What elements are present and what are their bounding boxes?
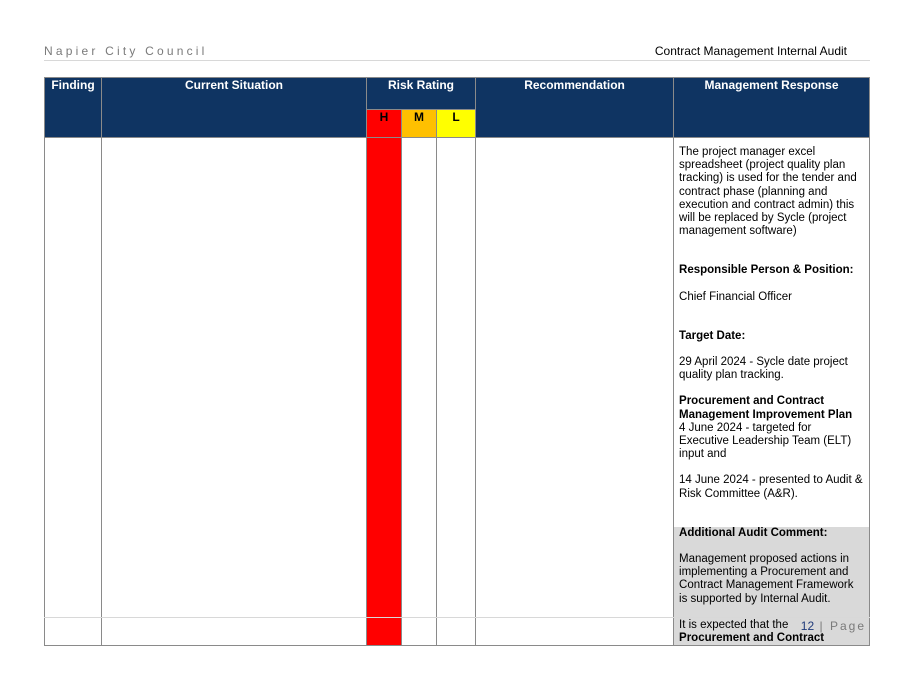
column-header-risk-rating: Risk Rating	[367, 78, 476, 110]
column-header-recommendation: Recommendation	[476, 78, 674, 138]
column-header-current-situation: Current Situation	[102, 78, 367, 138]
footer-separator: |	[819, 619, 825, 633]
management-response-cell	[674, 138, 870, 646]
page-label: Page	[829, 619, 866, 633]
footer-divider	[44, 617, 870, 618]
improvement-plan-item: 4 June 2024 - targeted for Executive Leadership Team (ELT) input and	[679, 421, 852, 461]
target-date-label: Target Date:	[679, 329, 746, 342]
page-footer	[801, 619, 866, 633]
page-number: 12	[800, 619, 815, 633]
risk-medium-cell	[402, 138, 437, 646]
risk-high-cell	[367, 138, 402, 646]
improvement-plan-label: Procurement and Contract Management Improvement Plan	[679, 395, 853, 421]
target-date-item: 29 April 2024 - Sycle date project quality plan tracking.	[679, 356, 848, 382]
audit-comment-text: Management proposed actions in implementing a Procurement and Contract Management Framework is supported by Internal Audit.	[679, 553, 854, 605]
improvement-plan-item: 14 June 2024 - presented to Audit & Risk Committee (A&R).	[679, 474, 863, 500]
audit-comment-label: Additional Audit Comment:	[679, 526, 828, 539]
risk-low-header: L	[437, 110, 476, 138]
responsible-person-value: Chief Financial Officer	[679, 290, 792, 303]
audit-comment-text: It is expected that the	[679, 618, 789, 631]
recommendation-cell	[476, 138, 674, 646]
current-situation-cell	[102, 138, 367, 646]
document-title: Contract Management Internal Audit	[654, 44, 847, 58]
risk-high-header: H	[367, 110, 402, 138]
column-header-finding: Finding	[45, 78, 102, 138]
risk-medium-header: M	[402, 110, 437, 138]
response-paragraph: The project manager excel spreadsheet (project quality plan tracking) is used for the tender and contract phase (planning and execution and contract admin) this will be replaced by Sycle (project management software)	[679, 146, 857, 238]
organisation-name: Napier City Council	[44, 44, 208, 58]
column-header-management-response: Management Response	[674, 78, 870, 138]
audit-comment-text: Procurement and Contract	[679, 632, 825, 645]
header-divider	[44, 60, 870, 61]
risk-low-cell	[437, 138, 476, 646]
audit-findings-table	[44, 77, 870, 646]
finding-cell	[45, 138, 102, 646]
responsible-person-label: Responsible Person & Position:	[679, 264, 854, 277]
